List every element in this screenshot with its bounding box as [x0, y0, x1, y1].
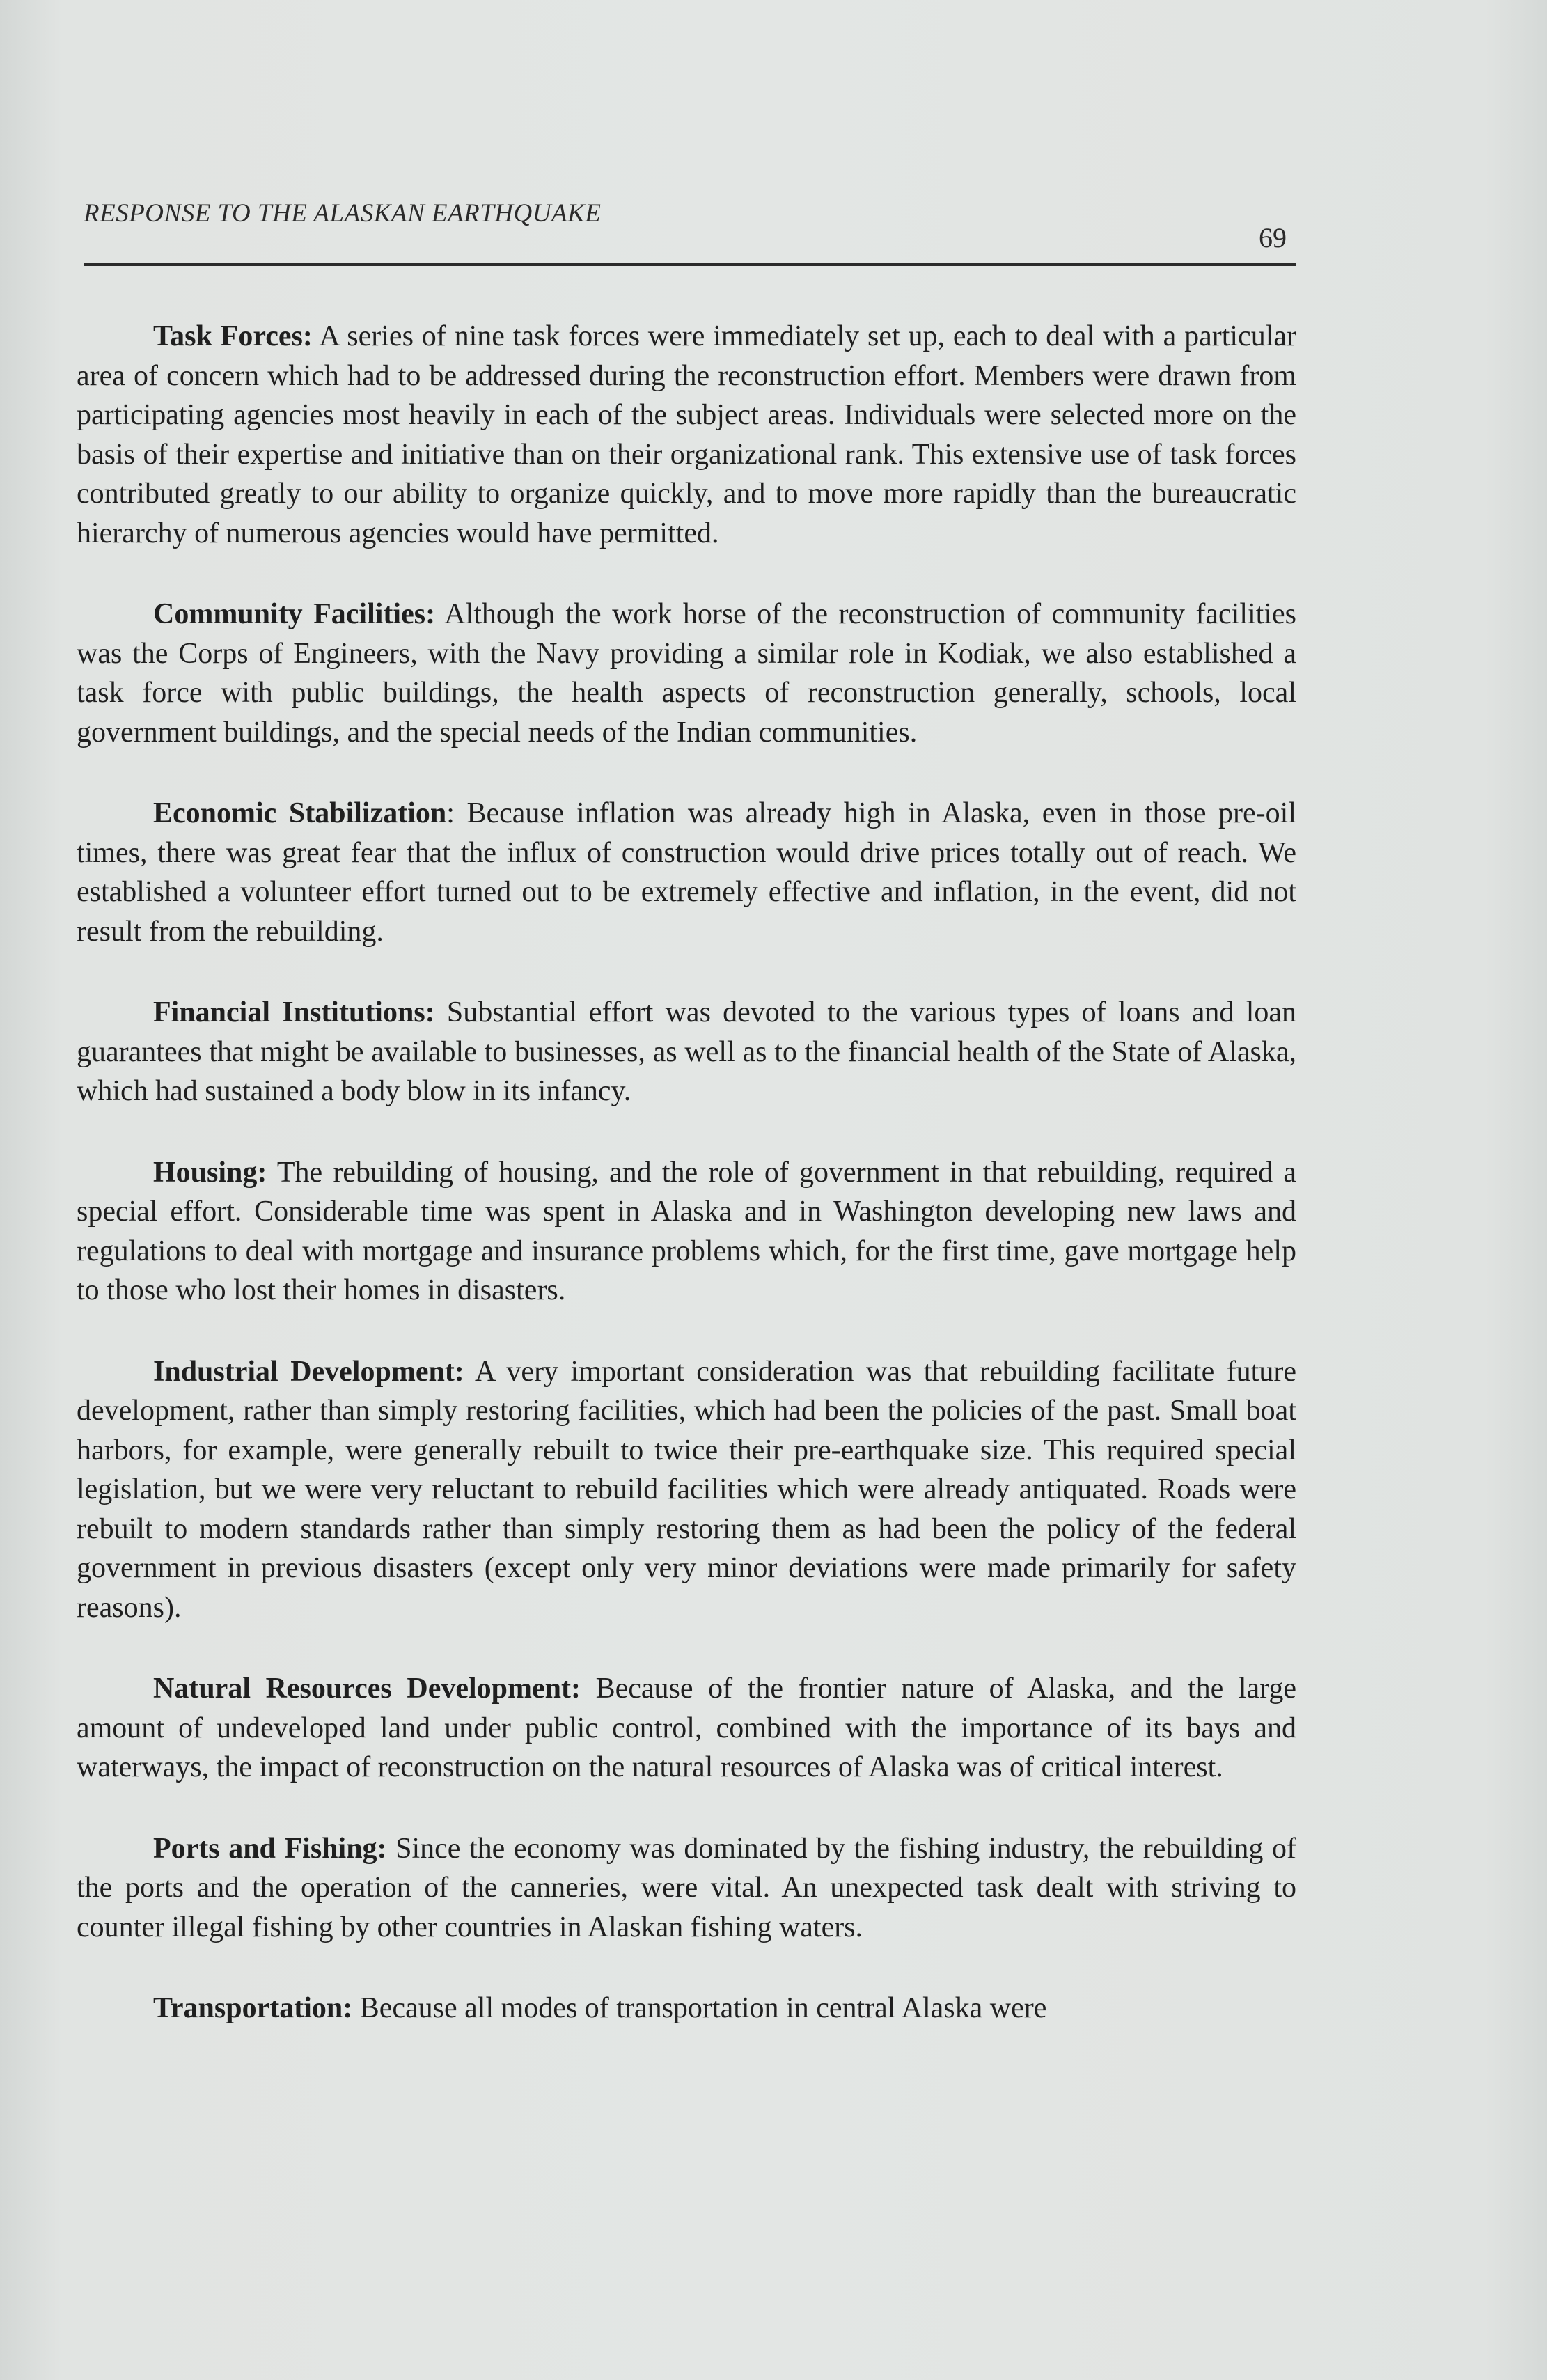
- paragraph-text: Since the economy was dominated by the fishing industry, the rebuilding of the ports and the operation of the canneries, were vital. An unexpected task dealt with striving to counter illegal fishing by other countries in Alaskan fishing waters.: [77, 1832, 1296, 1943]
- paragraph-text: Because of the frontier nature of Alaska, and the large amount of undeveloped land under public control, combined with the importance of its bays and waterways, the impact of reconstruction on the natural resources of Alaska was of critical interest.: [77, 1673, 1297, 1783]
- paragraph-heading: Economic Stabilization: [153, 797, 447, 829]
- paragraph-text: Substantial effort was devoted to the various types of loans and loan guarantees that might be available to businesses, as well as to the financial health of the State of Alaska, which had sustained a body blow in its infancy.: [77, 996, 1296, 1107]
- paragraph-industrial-development: [77, 1352, 1296, 1628]
- paragraph-financial-institutions: [77, 993, 1296, 1111]
- paragraph-ports-fishing: [77, 1829, 1296, 1948]
- paragraph-economic-stabilization: [77, 794, 1296, 951]
- paragraph-text: : Because inflation was already high in Alaska, even in those pre-oil times, there was great fear that the influx of construction would drive prices totally out of reach. We established a volunteer effort turned out to be extremely effective and inflation, in the event, did not result from the rebuilding.: [77, 797, 1296, 948]
- paragraph-heading: Transportation:: [153, 1992, 353, 2024]
- paragraph-heading: Task Forces:: [153, 320, 313, 352]
- paragraph-heading: Ports and Fishing:: [153, 1832, 387, 1865]
- paragraph-heading: Natural Resources Development:: [153, 1673, 581, 1705]
- paragraph-heading: Industrial Development:: [153, 1355, 464, 1388]
- paragraph-heading: Housing:: [153, 1156, 267, 1189]
- paragraph-text: Although the work horse of the reconstruction of community facilities was the Corps of Engineers, with the Navy providing a similar role in Kodiak, we also established a task force with public buildings, the health aspects of reconstruction generally, schools, local government buildings, and the special needs of the Indian communities.: [77, 598, 1296, 749]
- paragraph-text: A very important consideration was that rebuilding facilitate future development, rather than simply restoring facilities, which had been the policies of the past. Small boat harbors, for example, were generally rebuilt to twice their pre-earthquake size. This required special legislation, but we were very reluctant to rebuild facilities which were already antiquated. Roads were rebuilt to modern standards rather than simply restoring them as had been the policy of the federal government in previous disasters (except only very minor deviations were made primarily for safety reasons).: [77, 1355, 1296, 1624]
- page-number: 69: [1259, 222, 1287, 253]
- paragraph-heading: Community Facilities:: [153, 598, 436, 630]
- paragraph-transportation: [77, 1989, 1296, 2028]
- paragraph-task-forces: [77, 317, 1296, 553]
- paragraph-housing: [77, 1153, 1296, 1310]
- header-rule: [84, 263, 1296, 266]
- paragraph-text: Because all modes of transportation in central Alaska were: [352, 1992, 1047, 2024]
- paragraph-heading: Financial Institutions:: [153, 996, 435, 1028]
- page-body: [77, 317, 1296, 2028]
- paragraph-natural-resources: [77, 1669, 1296, 1787]
- paragraph-text: A series of nine task forces were immediately set up, each to deal with a particular area of concern which had to be addressed during the reconstruction effort. Members were drawn from participating agencies most heavily in each of the subject areas. Individuals were selected more on the basis of their expertise and initiative than on their organizational rank. This extensive use of task forces contributed greatly to our ability to organize quickly, and to move more rapidly than the bureaucratic hierarchy of numerous agencies would have permitted.: [77, 320, 1296, 549]
- running-head: RESPONSE TO THE ALASKAN EARTHQUAKE: [84, 199, 602, 228]
- paragraph-community-facilities: [77, 595, 1296, 752]
- paragraph-text: The rebuilding of housing, and the role of government in that rebuilding, required a special effort. Considerable time was spent in Alaska and in Washington developing new laws and regulations to deal with mortgage and insurance problems which, for the first time, gave mortgage help to those who lost their homes in disasters.: [77, 1156, 1296, 1306]
